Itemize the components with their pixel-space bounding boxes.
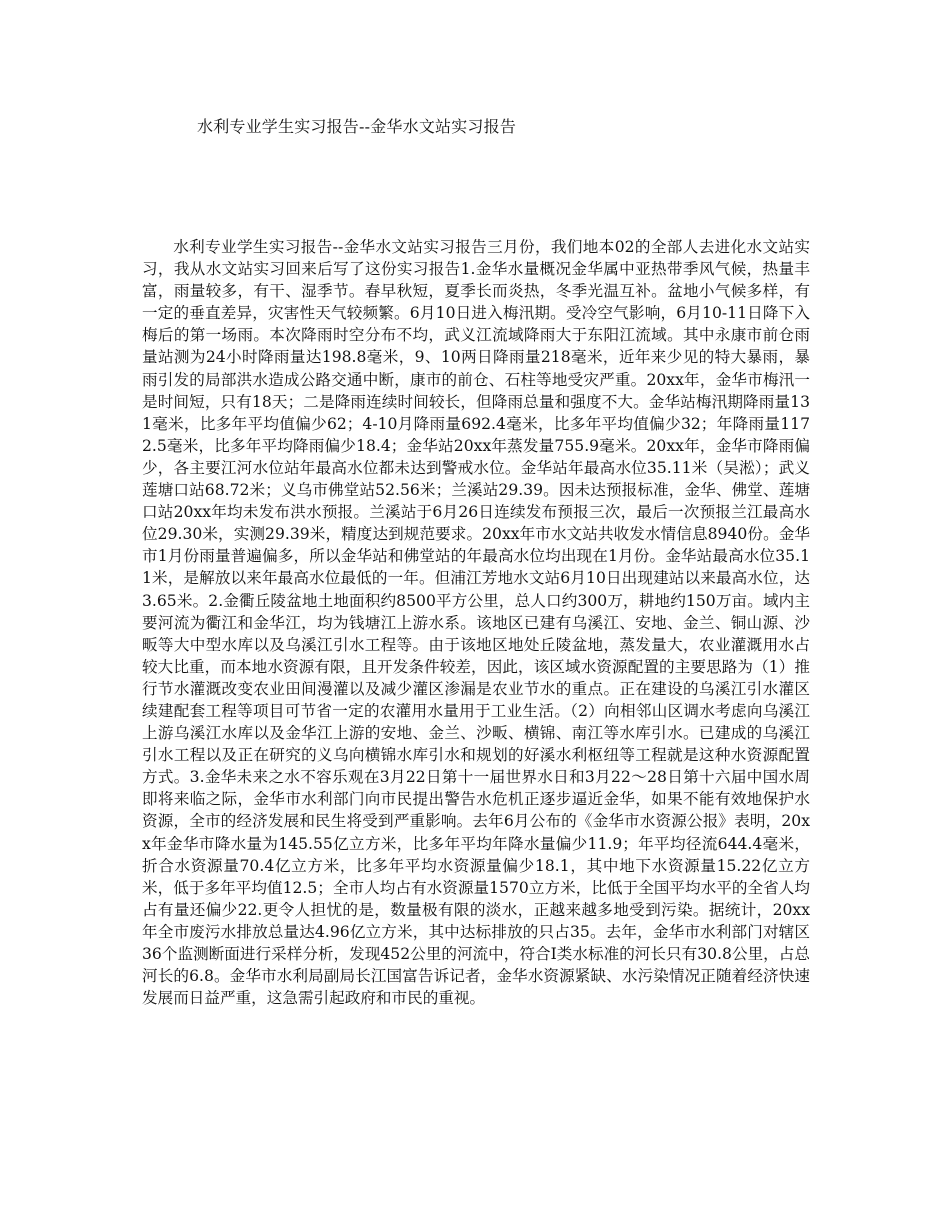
document-title: 水利专业学生实习报告--金华水文站实习报告 (197, 117, 517, 136)
document-body-paragraph: 水利专业学生实习报告--金华水文站实习报告三月份，我们地本02的全部人去进化水文站实习，我从水文站实习回来后写了这份实习报告1.金华水量概况金华属中亚热带季风气候，热量丰富，雨量较多，有干、湿季节。春早秋短，夏季长而炎热，冬季光温互补。盆地小气候多样，有一定的垂直差异，灾害性天气较频繁。6月10日进入梅汛期。受冷空气影响，6月10-11日降下入梅后的第一场雨。本次降雨时空分布不均，武义江流域降雨大于东阳江流域。其中永康市前仓雨量站测为24小时降雨量达198.8毫米，9、10两日降雨量218毫米，近年来少见的特大暴雨，暴雨引发的局部洪水造成公路交通中断，康市的前仓、石柱等地受灾严重。20xx年，金华市梅汛一是时间短，只有18天；二是降雨连续时间较长，但降雨总量和强度不大。金华站梅汛期降雨量131毫米，比多年平均值偏少62；4-10月降雨量692.4毫米，比多年平均值偏少32；年降雨量1172.5毫米，比多年平均降雨偏少18.4；金华站20xx年蒸发量755.9毫米。20xx年，金华市降雨偏少，各主要江河水位站年最高水位都未达到警戒水位。金华站年最高水位35.11米（吴淞）；武义莲塘口站68.72米；义乌市佛堂站52.56米；兰溪站29.39。因未达预报标准，金华、佛堂、莲塘口站20xx年均未发布洪水预报。兰溪站于6月26日连续发布预报三次，最后一次预报兰江最高水位29.30米，实测29.39米，精度达到规范要求。20xx年市水文站共收发水情信息8940份。金华市1月份雨量普遍偏多，所以金华站和佛堂站的年最高水位均出现在1月份。金华站最高水位35.11米，是解放以来年最高水位最低的一年。但浦江芳地水文站6月10日出现建站以来最高水位，达3.65米。2.金衢丘陵盆地土地面积约8500平方公里，总人口约300万，耕地约150万亩。域内主要河流为衢江和金华江，均为钱塘江上游水系。该地区已建有乌溪江、安地、金兰、铜山源、沙畈等大中型水库以及乌溪江引水工程等。由于该地区地处丘陵盆地，蒸发量大，农业灌溉用水占较大比重，而本地水资源有限，且开发条件较差，因此，该区域水资源配置的主要思路为（1）推行节水灌溉改变农业田间漫灌以及减少灌区渗漏是农业节水的重点。正在建设的乌溪江引水灌区续建配套工程等项目可节省一定的农灌用水量用于工业生活。（2）向相邻山区调水考虑向乌溪江上游乌溪江水库以及金华江上游的安地、金兰、沙畈、横锦、南江等水库引水。已建成的乌溪江引水工程以及正在研究的义乌向横锦水库引水和规划的好溪水利枢纽等工程就是这种水资源配置方式。3.金华未来之水不容乐观在3月22日第十一届世界水日和3月22～28日第十六届中国水周即将来临之际，金华市水利部门向市民提出警告水危机正逐步逼近金华，如果不能有效地保护水资源，全市的经济发展和民生将受到严重影响。去年6月公布的《金华市水资源公报》表明，20xx年金华市降水量为145.55亿立方米，比多年平均年降水量偏少11.9；年平均径流644.4毫米，折合水资源量70.4亿立方米，比多年平均水资源量偏少18.1，其中地下水资源量15.22亿立方米，低于多年平均值12.5；全市人均占有水资源量1570立方米，比低于全国平均水平的全省人均占有量还偏少22.更令人担忧的是，数量极有限的淡水，正越来越多地受到污染。据统计，20xx年全市废污水排放总量达4.96亿立方米，其中达标排放的只占35。去年，金华市水利部门对辖区36个监测断面进行采样分析，发现452公里的河流中，符合Ⅰ类水标准的河长只有30.8公里，占总河长的6.8。金华市水利局副局长江国富告诉记者，金华水资源紧缺、水污染情况正随着经济快速发展而日益严重，这急需引起政府和市民的重视。 (142, 238, 810, 1008)
